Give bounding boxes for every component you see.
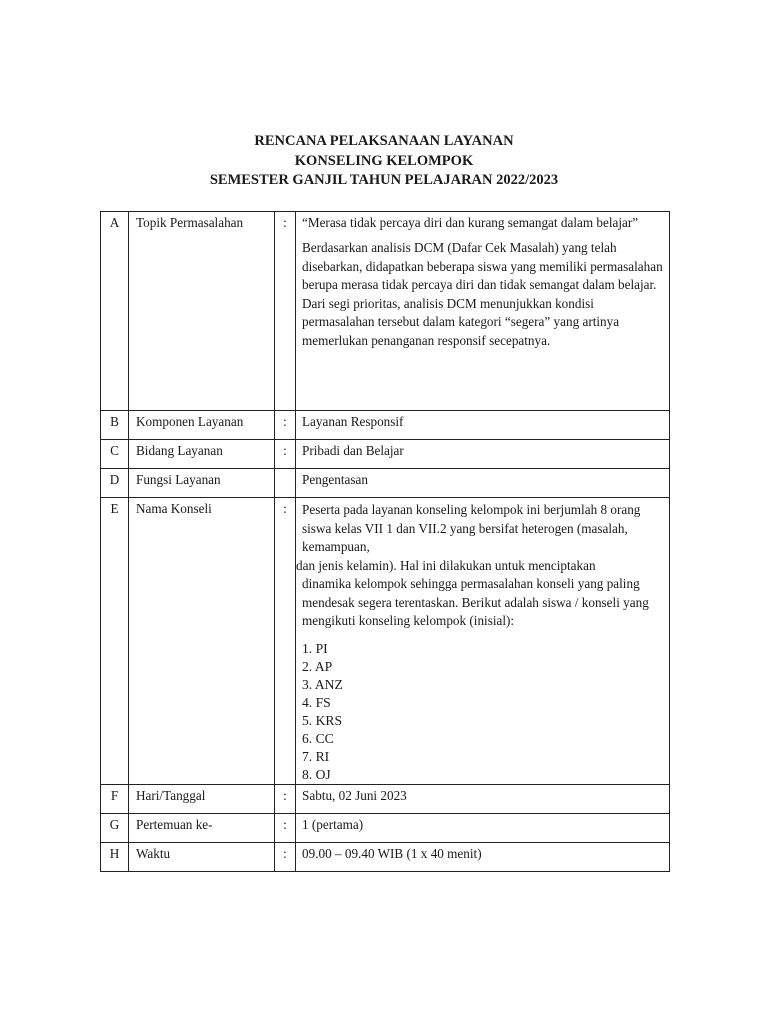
list-item: 7. RI (302, 748, 330, 764)
list-item: 3. ANZ (302, 676, 343, 692)
konseli-description (296, 501, 663, 631)
konseli-text-1: Peserta pada layanan konseling kelompok ini berjumlah 8 orang siswa kelas VII 1 dan VII.2 yang bersifat heterogen (masalah, kemampuan, (302, 502, 641, 554)
row-label: Waktu (129, 842, 275, 871)
row-value (296, 212, 670, 411)
table-row-bidang (101, 440, 670, 469)
table-row-topik (101, 212, 670, 411)
row-code: H (101, 842, 129, 871)
table-row-komponen (101, 411, 670, 440)
row-label: Pertemuan ke- (129, 813, 275, 842)
row-colon: : (275, 440, 296, 469)
row-value: 1 (pertama) (296, 813, 670, 842)
row-colon: : (275, 411, 296, 440)
table-row-waktu (101, 842, 670, 871)
row-colon: : (275, 212, 296, 411)
row-label: Fungsi Layanan (129, 469, 275, 498)
title-line-2: KONSELING KELOMPOK (294, 152, 474, 169)
row-code: B (101, 411, 129, 440)
row-code: A (101, 212, 129, 411)
row-value: 09.00 – 09.40 WIB (1 x 40 menit) (296, 842, 670, 871)
row-colon: : (275, 784, 296, 813)
list-item: 4. FS (302, 694, 331, 710)
konseli-text-3: dinamika kelompok sehingga permasalahan konseli yang paling mendesak segera terentaskan. Berikut adalah siswa / konseli yang mengikuti konseling kelompok (inisial): (302, 576, 649, 628)
row-code: G (101, 813, 129, 842)
list-item: 2. AP (302, 658, 333, 674)
topic-description: Berdasarkan analisis DCM (Dafar Cek Masalah) yang telah disebarkan, didapatkan beberapa siswa yang memiliki permasalahan berupa merasa tidak percaya diri dan tidak semangat dalam belajar. Dari segi prioritas, analisis DCM menunjukkan kondisi permasalahan tersebut dalam kategori “segera” yang artinya memerlukan penanganan responsif secepatnya. (302, 240, 663, 348)
row-colon (275, 469, 296, 498)
konseli-text-2: dan jenis kelamin). Hal ini dilakukan untuk menciptakan (296, 557, 596, 573)
table-row-tanggal (101, 784, 670, 813)
title-line-3: SEMESTER GANJIL TAHUN PELAJARAN 2022/2023 (209, 172, 559, 188)
row-value: Sabtu, 02 Juni 2023 (296, 784, 670, 813)
row-label: Nama Konseli (129, 498, 275, 785)
row-label: Topik Permasalahan (129, 212, 275, 411)
row-code: E (101, 498, 129, 785)
row-value: Pengentasan (296, 469, 670, 498)
row-colon: : (275, 813, 296, 842)
row-label: Komponen Layanan (129, 411, 275, 440)
row-label: Hari/Tanggal (129, 784, 275, 813)
row-code: C (101, 440, 129, 469)
row-code: F (101, 784, 129, 813)
list-item: 6. CC (302, 730, 334, 746)
list-item: 5. KRS (302, 712, 343, 728)
row-value (296, 498, 670, 785)
table-row-pertemuan (101, 813, 670, 842)
table-row-fungsi (101, 469, 670, 498)
row-colon: : (275, 498, 296, 785)
konseli-list (302, 640, 663, 784)
row-value: Pribadi dan Belajar (296, 440, 670, 469)
list-item: 1. PI (302, 640, 328, 656)
list-item: 8. OJ (302, 766, 331, 782)
row-value: Layanan Responsif (296, 411, 670, 440)
table-row-konseli (101, 498, 670, 785)
title-line-1: RENCANA PELAKSANAAN LAYANAN (254, 133, 514, 149)
row-colon: : (275, 842, 296, 871)
row-code: D (101, 469, 129, 498)
service-plan-table (100, 211, 670, 872)
row-label: Bidang Layanan (129, 440, 275, 469)
topic-quote: “Merasa tidak percaya diri dan kurang semangat dalam belajar” (302, 215, 639, 230)
document-title (0, 132, 768, 191)
